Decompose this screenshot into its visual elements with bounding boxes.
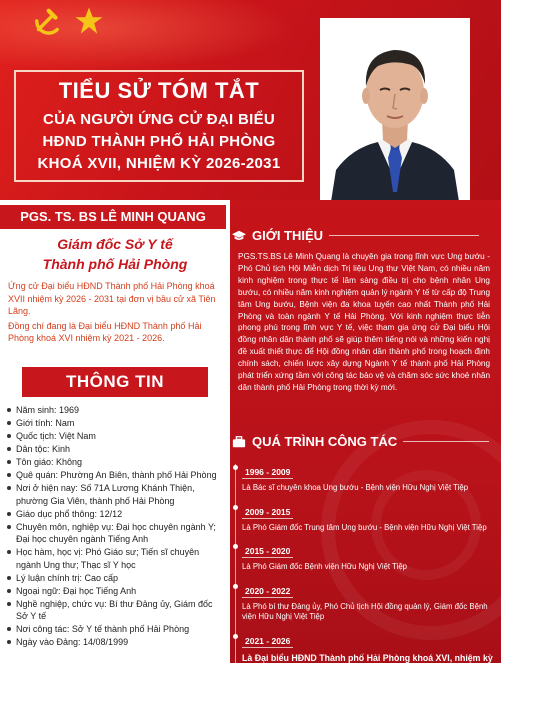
- intro-heading: GIỚI THIỆU: [252, 228, 324, 243]
- list-item: Nghề nghiệp, chức vụ: Bí thư Đảng ủy, Giám đốc Sở Y tế: [6, 598, 226, 623]
- list-item: Ngoại ngữ: Đại học Tiếng Anh: [6, 585, 226, 598]
- list-item: Giáo dục phổ thông: 12/12: [6, 508, 226, 521]
- timeline-years: 2015 - 2020: [242, 545, 293, 558]
- candidate-portrait: [320, 18, 470, 210]
- graduation-cap-icon: [232, 229, 246, 243]
- list-item: Nơi ở hiện nay: Số 71A Lương Khánh Thiện, phường Gia Viên, thành phố Hải Phòng: [6, 482, 226, 507]
- career-timeline: [236, 462, 498, 702]
- portrait-image: [322, 20, 468, 208]
- timeline-desc: Là Đại biểu HĐND Thành phố Hải Phòng khoá XVI, nhiệm kỳ 2021 - 2026: [242, 652, 493, 675]
- hammer-sickle-icon: [30, 4, 64, 38]
- position-line-2: Thành phố Hải Phòng: [42, 256, 188, 272]
- list-item: Dân tộc: Kinh: [6, 443, 226, 456]
- career-section-heading: [232, 434, 489, 449]
- info-list: [6, 404, 226, 649]
- timeline-item: [236, 684, 498, 702]
- title-box: [14, 70, 304, 182]
- briefcase-icon: [232, 435, 246, 449]
- star-icon: [74, 6, 104, 36]
- list-item: Học hàm, học vị: Phó Giáo sư; Tiến sĩ chuyên ngành Ung thư; Thạc sĩ Y học: [6, 546, 226, 571]
- timeline-dot: [233, 505, 238, 510]
- subtitle-line-1: CỦA NGƯỜI ỨNG CỬ ĐẠI BIỂU: [42, 111, 276, 128]
- candidacy-description: [8, 280, 224, 347]
- timeline-item: [236, 462, 498, 494]
- candidacy-text: Ứng cử Đại biểu HĐND Thành phố Hải Phòng khoá XVII nhiệm kỳ 2026 - 2031 tại đơn vị bầu cử xã Tiên Lãng.: [8, 281, 216, 316]
- timeline-years: 1996 - 2009: [242, 466, 293, 479]
- timeline-dot: [233, 584, 238, 589]
- timeline-desc: Là Phó Giám đốc Bệnh viện Hữu Nghị Việt Tiệp: [242, 562, 408, 571]
- list-item: Nơi công tác: Sở Y tế thành phố Hải Phòng: [6, 623, 226, 636]
- intro-section-heading: [232, 228, 479, 243]
- subtitle-line-3: KHOÁ XVII, NHIỆM KỲ 2026-2031: [37, 155, 281, 172]
- info-heading: THÔNG TIN: [22, 367, 208, 397]
- list-item: Quê quán: Phường An Biên, thành phố Hải Phòng: [6, 469, 226, 482]
- timeline-item: [236, 541, 498, 573]
- list-item: Ngày vào Đảng: 14/08/1999: [6, 636, 226, 649]
- candidate-position: [10, 234, 220, 274]
- subtitle-line-2: HĐND THÀNH PHỐ HẢI PHÒNG: [42, 133, 276, 150]
- timeline-dot: [233, 544, 238, 549]
- timeline-years: 2021 - 2026: [242, 635, 293, 648]
- career-heading: QUÁ TRÌNH CÔNG TÁC: [252, 434, 398, 449]
- heading-divider: [329, 235, 479, 236]
- heading-divider: [403, 441, 489, 442]
- intro-text: PGS.TS.BS Lê Minh Quang là chuyên gia trong lĩnh vực Ung bướu - Phó Chủ tịch Hội Miễn dịch Trị liệu Ung thư Việt Nam, có nhiều năm kinh nghiệm trong thực tế lâm sàng điều trị cho bệnh nhân Ung bướu, có nhiều năm kinh nghiệm quản lý ngành Y tế từ cấp độ Trung tâm Ung bướu, Bệnh viện đa khoa tuyến cao nhất Thành phố Hải Phòng và toàn ngành Y tế Hải Phòng. Với kinh nghiệm thực tiễn phong phú trong lĩnh vực Y tế, việc tham gia ứng cử Đại biểu Hội đồng nhân dân thành phố sẽ giúp thêm tiếng nói và những kiến nghị đề xuất thiết thực để Hội đồng nhân dân thành phố trong hoạch định chính sách, chiến lược xây dựng Ngành Y tế thành phố Hải Phòng phát triển xứng tầm với công tác bảo vệ và chăm sóc sức khoẻ nhân dân thành phố Hải Phòng trong thời kỳ mới.: [238, 252, 490, 392]
- page-title: TIỂU SỬ TÓM TẮT: [58, 78, 260, 103]
- list-item: Năm sinh: 1969: [6, 404, 226, 417]
- timeline-desc: Là Bác sĩ chuyên khoa Ung bướu - Bệnh viện Hữu Nghị Việt Tiệp: [242, 483, 469, 492]
- timeline-desc: Là Phó bí thư Đảng ủy, Phó Chủ tịch Hội đồng quản lý, Giám đốc Bệnh viện Hữu Nghị Việt Tiệp: [242, 601, 488, 621]
- timeline-item: [236, 502, 498, 534]
- candidate-name: PGS. TS. BS LÊ MINH QUANG: [0, 205, 226, 229]
- timeline-years: 2009 - 2015: [242, 506, 293, 519]
- current-delegate-text: Đồng chí đang là Đại biểu HĐND Thành phố Hải Phòng khoá XVI nhiệm kỳ 2021 - 2026.: [8, 320, 202, 343]
- list-item: Chuyên môn, nghiệp vụ: Đại học chuyên ngành Y; Đại học chuyên ngành Tiếng Anh: [6, 521, 226, 546]
- timeline-years: Tháng 1/2023 đến nay: [242, 688, 336, 701]
- list-item: Lý luận chính trị: Cao cấp: [6, 572, 226, 585]
- list-item: Giới tính: Nam: [6, 417, 226, 430]
- timeline-dot: [233, 634, 238, 639]
- timeline-desc: Là Phó Giám đốc Trung tâm Ung bướu - Bệnh viện Hữu Nghị Việt Tiệp: [242, 522, 487, 532]
- list-item: Quốc tịch: Việt Nam: [6, 430, 226, 443]
- timeline-dot: [233, 465, 238, 470]
- timeline-years: 2020 - 2022: [242, 585, 293, 598]
- timeline-dot: [233, 687, 238, 692]
- list-item: Tôn giáo: Không: [6, 456, 226, 469]
- position-line-1: Giám đốc Sở Y tế: [57, 236, 173, 252]
- timeline-item: [236, 631, 498, 676]
- timeline-item: [236, 581, 498, 623]
